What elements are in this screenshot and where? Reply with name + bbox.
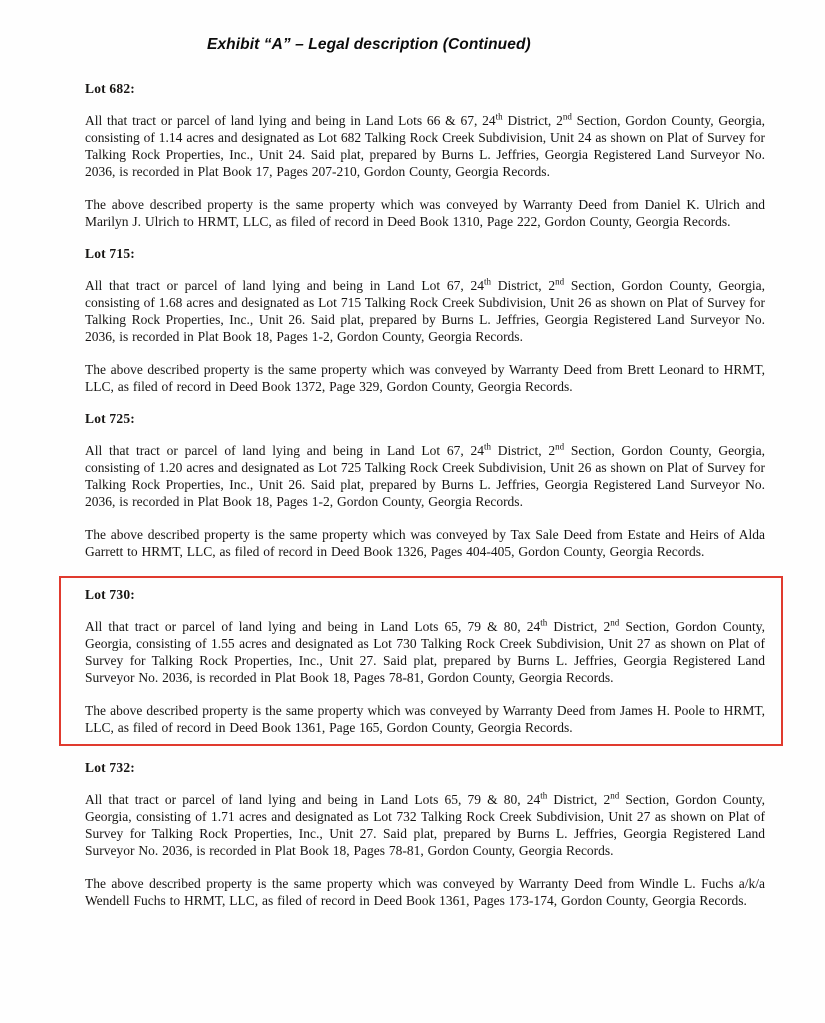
legal-paragraph: The above described property is the same property which was conveyed by Warranty Deed from Daniel K. Ulrich and Marilyn J. Ulrich to HRMT, LLC, as filed of record in Deed Book 1310, Page 222, Gordon County, Georgia Records. bbox=[85, 197, 765, 229]
lot-heading: Lot 682: bbox=[85, 81, 135, 96]
lot-heading: Lot 732: bbox=[85, 760, 135, 775]
legal-paragraph: The above described property is the same property which was conveyed by Warranty Deed from James H. Poole to HRMT, LLC, as filed of record in Deed Book 1361, Page 165, Gordon County, Georgia Records. bbox=[85, 703, 765, 735]
legal-paragraph: All that tract or parcel of land lying and being in Land Lots 66 & 67, 24th District, 2nd Section, Gordon County, Georgia, consisting of 1.14 acres and designated as Lot 682 Talking Rock Creek Subdivision, Unit 24 as shown on Plat of Survey for Talking Rock Properties, Inc., Unit 24. Said plat, prepared by Burns L. Jeffries, Georgia Registered Land Surveyor No. 2036, is recorded in Plat Book 17, Pages 207-210, Gordon County, Georgia Records. bbox=[85, 111, 765, 179]
legal-paragraph: All that tract or parcel of land lying and being in Land Lot 67, 24th District, 2nd Section, Gordon County, Georgia, consisting of 1.68 acres and designated as Lot 715 Talking Rock Creek Subdivision, Unit 26 as shown on Plat of Survey for Talking Rock Properties, Inc., Unit 26. Said plat, prepared by Burns L. Jeffries, Georgia Registered Land Surveyor No. 2036, is recorded in Plat Book 18, Pages 1-2, Gordon County, Georgia Records. bbox=[85, 276, 765, 344]
lot-section bbox=[85, 246, 765, 395]
lot-section bbox=[85, 81, 765, 230]
lot-section bbox=[85, 411, 765, 560]
lot-section-highlighted bbox=[59, 576, 783, 746]
legal-paragraph: All that tract or parcel of land lying and being in Land Lots 65, 79 & 80, 24th District, 2nd Section, Gordon County, Georgia, consisting of 1.55 acres and designated as Lot 730 Talking Rock Creek Subdivision, Unit 27 as shown on Plat of Survey for Talking Rock Properties, Inc., Unit 27. Said plat, prepared by Burns L. Jeffries, Georgia Registered Land Surveyor No. 2036, is recorded in Plat Book 18, Pages 78-81, Gordon County, Georgia Records. bbox=[85, 617, 765, 685]
lot-section bbox=[85, 760, 765, 909]
lot-heading: Lot 725: bbox=[85, 411, 135, 426]
legal-paragraph: The above described property is the same property which was conveyed by Warranty Deed from Brett Leonard to HRMT, LLC, as filed of record in Deed Book 1372, Page 329, Gordon County, Georgia Records. bbox=[85, 362, 765, 394]
legal-paragraph: The above described property is the same property which was conveyed by Warranty Deed from Windle L. Fuchs a/k/a Wendell Fuchs to HRMT, LLC, as filed of record in Deed Book 1361, Pages 173-174, Gordon County, Georgia Records. bbox=[85, 876, 765, 908]
legal-paragraph: All that tract or parcel of land lying and being in Land Lot 67, 24th District, 2nd Section, Gordon County, Georgia, consisting of 1.20 acres and designated as Lot 725 Talking Rock Creek Subdivision, Unit 26 as shown on Plat of Survey for Talking Rock Properties, Inc., Unit 26. Said plat, prepared by Burns L. Jeffries, Georgia Registered Land Surveyor No. 2036, is recorded in Plat Book 18, Pages 1-2, Gordon County, Georgia Records. bbox=[85, 441, 765, 509]
sections-container bbox=[85, 81, 765, 909]
lot-heading: Lot 715: bbox=[85, 246, 135, 261]
legal-paragraph: The above described property is the same property which was conveyed by Tax Sale Deed from Estate and Heirs of Alda Garrett to HRMT, LLC, as filed of record in Deed Book 1326, Pages 404-405, Gordon County, Georgia Records. bbox=[85, 527, 765, 559]
page-title: Exhibit “A” – Legal description (Continued) bbox=[207, 36, 531, 53]
lot-heading: Lot 730: bbox=[85, 587, 135, 602]
legal-paragraph: All that tract or parcel of land lying and being in Land Lots 65, 79 & 80, 24th District, 2nd Section, Gordon County, Georgia, consisting of 1.71 acres and designated as Lot 732 Talking Rock Creek Subdivision, Unit 27 as shown on Plat of Survey for Talking Rock Properties, Inc., Unit 27. Said plat, prepared by Burns L. Jeffries, Georgia Registered Land Surveyor No. 2036, is recorded in Plat Book 18, Pages 78-81, Gordon County, Georgia Records. bbox=[85, 790, 765, 858]
